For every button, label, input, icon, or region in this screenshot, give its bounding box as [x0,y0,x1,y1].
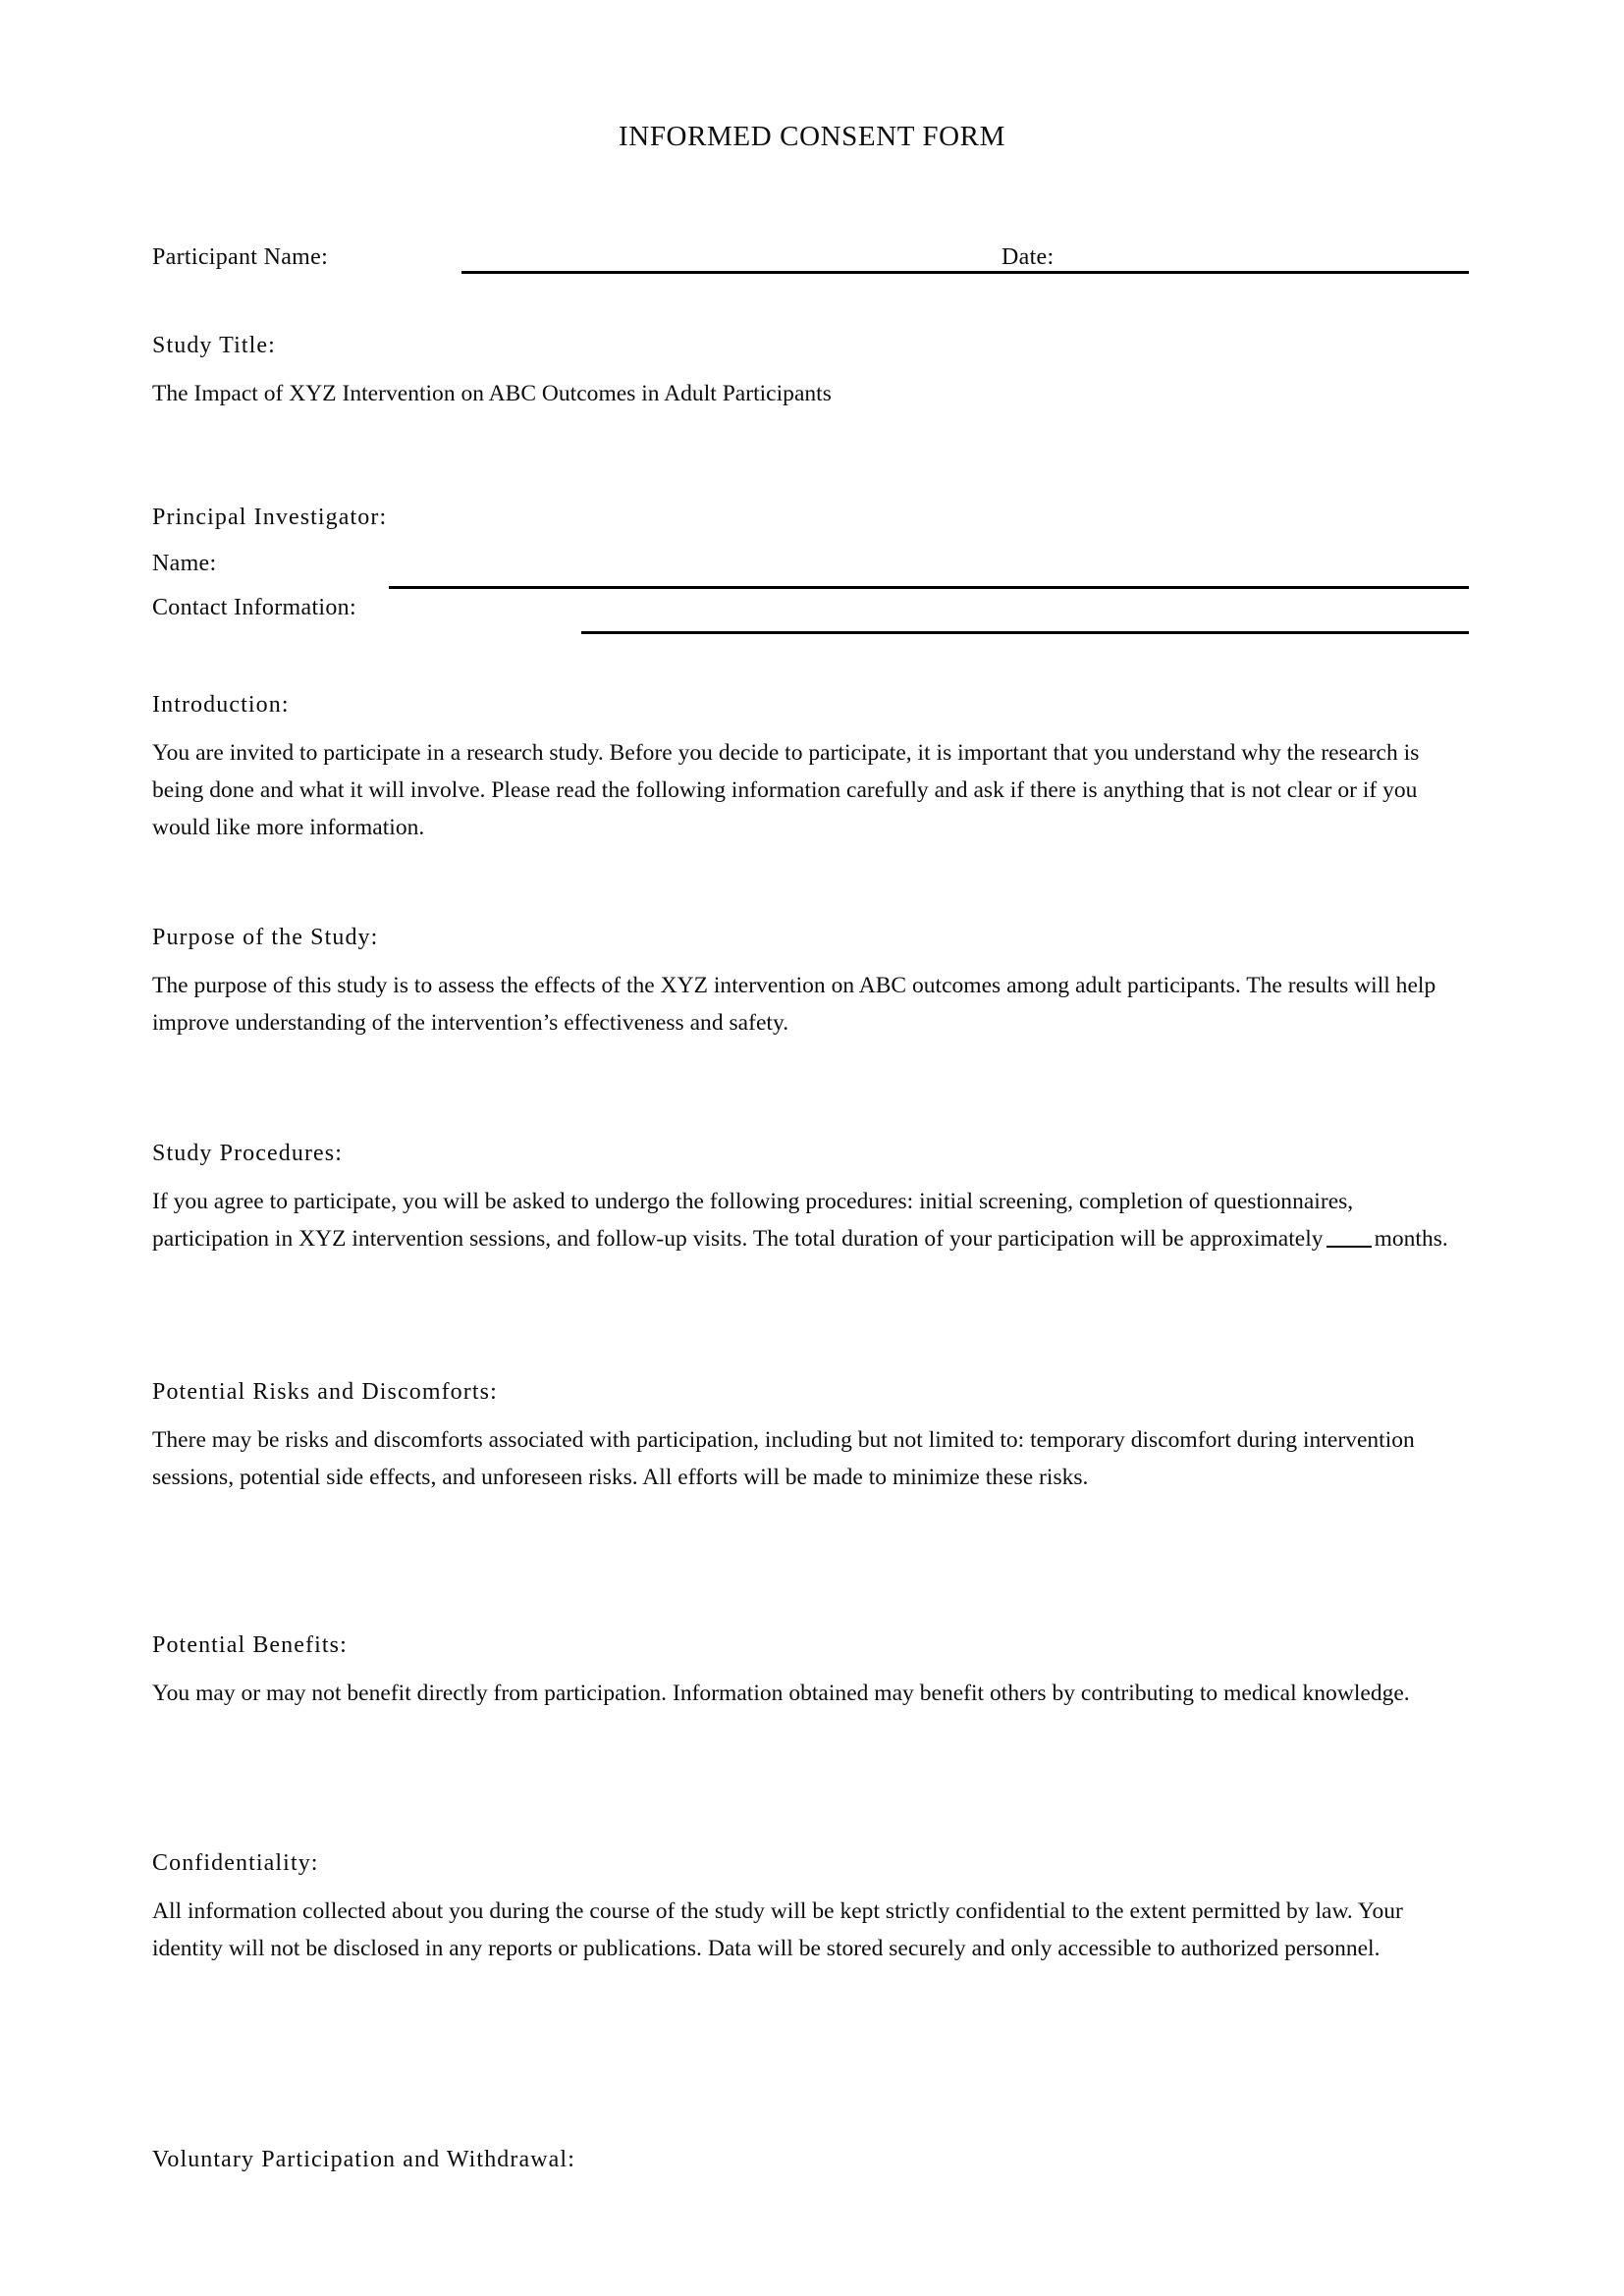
participant-name-label: Participant Name: [152,244,329,270]
section-body-risks: There may be risks and discomforts associated with participation, including but not limited to: temporary discomfort during intervention sessions, potential side effects, and unforeseen risks. All efforts will be made to minimize these risks. [152,1427,1415,1490]
section-heading-confidentiality: Confidentiality: [152,1850,319,1876]
section-procedures [152,1139,1473,1168]
duration-months-blank[interactable] [1326,1246,1372,1248]
section-voluntary-participation [152,2145,1473,2174]
section-body-procedures-part2: months. [1374,1226,1448,1252]
principal-investigator-heading: Principal Investigator: [152,505,388,530]
pi-name-label: Name: [152,551,217,576]
study-title-value: The Impact of XYZ Intervention on ABC Outcomes in Adult Participants [152,381,832,406]
section-body-procedures-block [152,1183,1473,1257]
pi-name-field-row [152,549,1473,578]
section-heading-risks: Potential Risks and Discomforts: [152,1379,498,1405]
section-body-introduction: You are invited to participate in a research study. Before you decide to participate, it is important that you understand why the research is being done and what it will involve. Please read the following information carefully and ask if there is anything that is not clear or if you would like more information. [152,740,1420,840]
section-body-risks-block [152,1421,1473,1496]
section-body-confidentiality: All information collected about you during the course of the study will be kept strictly confidential to the extent permitted by law. Your identity will not be disclosed in any reports or publications. Data will be stored securely and only accessible to authorized personnel. [152,1898,1403,1961]
study-title-block [152,331,1473,360]
section-heading-procedures: Study Procedures: [152,1141,344,1166]
participant-name-date-rule[interactable] [461,271,1469,274]
section-risks [152,1377,1473,1407]
section-heading-voluntary-participation: Voluntary Participation and Withdrawal: [152,2147,575,2172]
study-title-heading: Study Title: [152,333,276,358]
study-title-value-block [152,375,1473,412]
section-heading-introduction: Introduction: [152,692,290,718]
pi-contact-label: Contact Information: [152,595,356,620]
section-body-benefits: You may or may not benefit directly from participation. Information obtained may benefit others by contributing to medical knowledge. [152,1681,1410,1706]
section-body-benefits-block [152,1675,1473,1712]
section-confidentiality [152,1848,1473,1878]
date-label: Date: [1001,244,1055,270]
section-heading-benefits: Potential Benefits: [152,1632,348,1658]
section-heading-purpose: Purpose of the Study: [152,925,379,950]
pi-name-rule[interactable] [389,586,1469,589]
section-body-procedures-part1: If you agree to participate, you will be asked to undergo the following procedures: initial screening, completion of questionnaires, participation in XYZ intervention sessions, and follow-up visits. The total duration of your participation will be approximately [152,1189,1354,1252]
section-purpose [152,923,1473,952]
section-body-confidentiality-block [152,1893,1473,1967]
section-benefits [152,1630,1473,1660]
pi-contact-field-row [152,593,1473,622]
date-field-row [1001,242,1473,272]
section-body-purpose: The purpose of this study is to assess the effects of the XYZ intervention on ABC outcomes among adult participants. The results will help improve understanding of the intervention’s effectiveness and safety. [152,973,1436,1036]
page-title: INFORMED CONSENT FORM [619,121,1005,152]
section-body-procedures [152,1183,1473,1257]
section-body-introduction-block [152,734,1473,846]
pi-contact-rule[interactable] [581,631,1469,634]
principal-investigator-heading-block [152,503,1473,532]
section-body-purpose-block [152,967,1473,1041]
section-introduction [152,690,1473,720]
